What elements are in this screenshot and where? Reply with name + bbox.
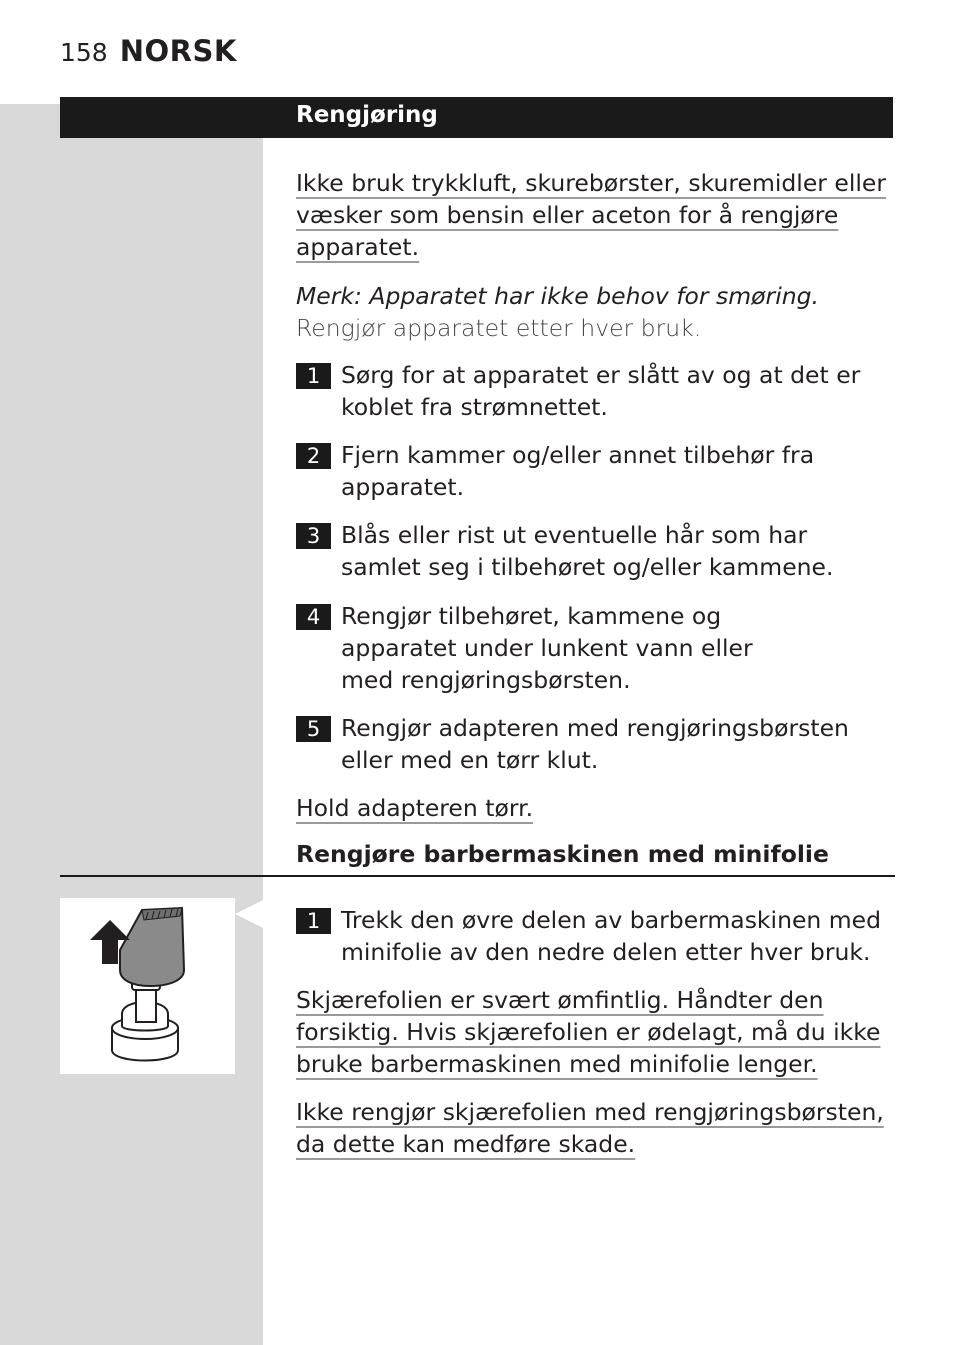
note-italic: Merk: Apparatet har ikke behov for smøring. xyxy=(296,282,820,310)
note-text: Rengjør apparatet etter hver bruk. xyxy=(296,314,702,342)
step-text: Fjern kammer og/eller annet tilbehør fra apparatet. xyxy=(341,441,815,501)
cleaning-warning: Ikke bruk trykkluft, skurebørster, skuremidler eller væsker som bensin eller aceton for å rengjøre apparatet. xyxy=(296,169,887,261)
sidebar-background xyxy=(0,104,263,1345)
step-number: 1 xyxy=(296,908,331,934)
section-name: NORSK xyxy=(119,34,237,68)
step-number: 4 xyxy=(296,604,331,630)
page-number: 158 xyxy=(60,38,108,67)
cleaning-step xyxy=(296,600,894,696)
step-text: Trekk den øvre delen av barbermaskinen med minifolie av den nedre delen etter hver bruk. xyxy=(341,906,882,966)
section-title-bar xyxy=(60,97,893,138)
cleaning-step xyxy=(296,519,894,583)
step-text: Rengjør adapteren med rengjøringsbørsten eller med en tørr klut. xyxy=(341,714,849,774)
step-text: Sørg for at apparatet er slått av og at det er koblet fra strømnettet. xyxy=(341,361,861,421)
step-text: Rengjør tilbehøret, kammene og apparatet under lunkent vann eller med rengjøringsbørsten. xyxy=(341,602,753,694)
minifoil-shaver-illustration xyxy=(60,898,235,1074)
cleaning-step xyxy=(296,712,894,776)
shaver-drawing xyxy=(60,898,235,1074)
brush-warning: Ikke rengjør skjærefolien med rengjøringsbørsten, da dette kan medføre skade. xyxy=(296,1098,884,1158)
cleaning-note xyxy=(296,280,894,344)
step-number: 5 xyxy=(296,716,331,742)
cleaning-step xyxy=(296,359,894,423)
section-rule xyxy=(60,875,895,877)
page-header xyxy=(60,34,237,74)
minifoil-step xyxy=(296,904,894,968)
minifoil-heading: Rengjøre barbermaskinen med minifolie xyxy=(296,840,829,868)
keep-dry-note: Hold adapteren tørr. xyxy=(296,794,534,822)
foil-warning: Skjærefolien er svært ømfintlig. Håndter den forsiktig. Hvis skjærefolien er ødelagt, må du ikke bruke barbermaskinen med minifolie lenger. xyxy=(296,986,881,1078)
step-number: 3 xyxy=(296,523,331,549)
step-text: Blås eller rist ut eventuelle hår som har samlet seg i tilbehøret og/eller kammene. xyxy=(341,521,834,581)
section-title: Rengjøring xyxy=(296,102,438,128)
step-number: 2 xyxy=(296,443,331,469)
step-number: 1 xyxy=(296,363,331,389)
figure-pointer xyxy=(235,900,263,928)
cleaning-step xyxy=(296,439,894,503)
